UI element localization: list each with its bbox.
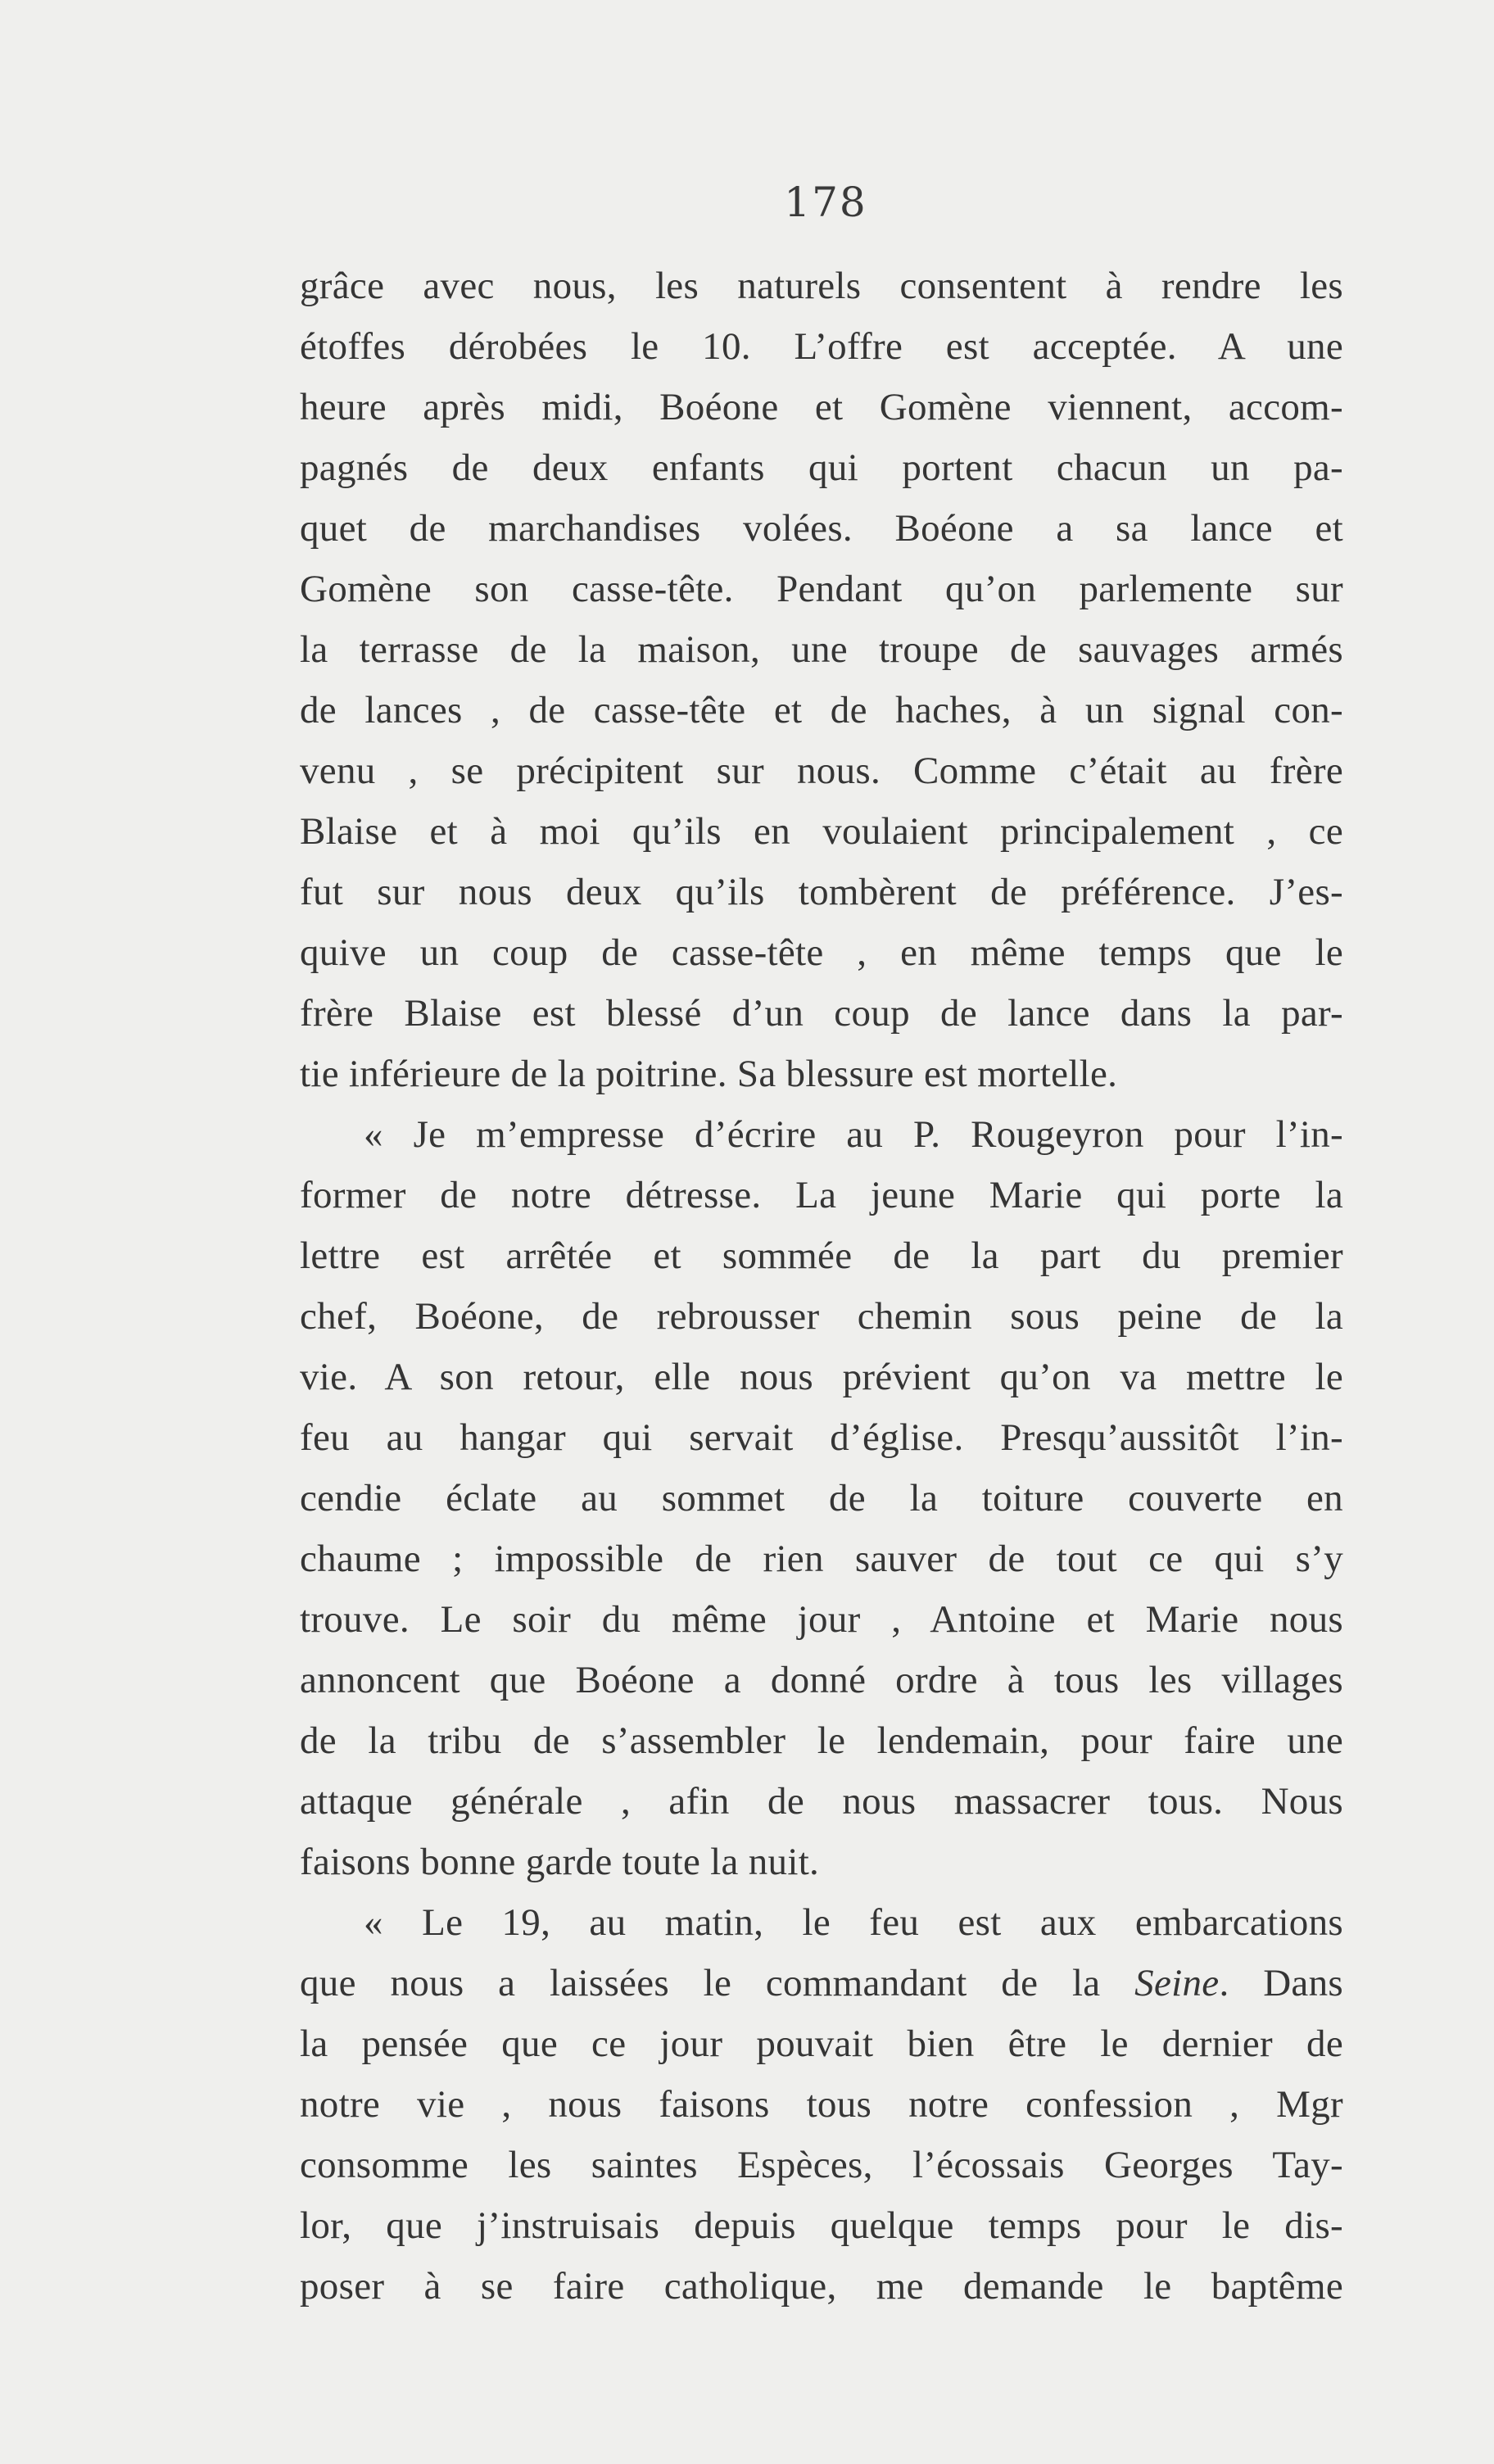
text-line: la pensée que ce jour pouvait bien être le dernier de	[300, 2022, 1343, 2065]
text-line: de la tribu de s’assembler le lendemain, pour faire une	[300, 1719, 1343, 1762]
text-line: notre vie , nous faisons tous notre confession , Mgr	[300, 2083, 1343, 2126]
text-line: cendie éclate au sommet de la toiture couverte en	[300, 1477, 1343, 1520]
text-line: de lances , de casse-tête et de haches, à un signal con-	[300, 689, 1343, 732]
paragraph-first-line: « Je m’empresse d’écrire au P. Rougeyron pour l’in-	[364, 1113, 1343, 1156]
text-line: tie inférieure de la poitrine. Sa blessure est mortelle.	[300, 1053, 1118, 1095]
text-line: chaume ; impossible de rien sauver de tout ce qui s’y	[300, 1538, 1343, 1580]
text-line: pagnés de deux enfants qui portent chacun un pa-	[300, 446, 1343, 489]
text-line: heure après midi, Boéone et Gomène viennent, accom-	[300, 386, 1343, 428]
text-line: venu , se précipitent sur nous. Comme c’était au frère	[300, 750, 1343, 792]
text-line: lettre est arrêtée et sommée de la part du premier	[300, 1234, 1343, 1277]
text-line: quive un coup de casse-tête , en même temps que le	[300, 931, 1343, 974]
text-line: Blaise et à moi qu’ils en voulaient principalement , ce	[300, 810, 1343, 853]
text-line: faisons bonne garde toute la nuit.	[300, 1841, 820, 1883]
text-line: quet de marchandises volées. Boéone a sa lance et	[300, 507, 1343, 550]
text-line: consomme les saintes Espèces, l’écossais Georges Tay-	[300, 2144, 1343, 2186]
text-line: chef, Boéone, de rebrousser chemin sous peine de la	[300, 1295, 1343, 1338]
ship-name-italic: Seine	[1134, 1962, 1220, 2004]
body-text	[300, 256, 1343, 2317]
text-line: former de notre détresse. La jeune Marie qui porte la	[300, 1174, 1343, 1216]
page-number: 178	[784, 179, 867, 226]
text-line: la terrasse de la maison, une troupe de sauvages armés	[300, 628, 1343, 671]
text-line: annoncent que Boéone a donné ordre à tous les villages	[300, 1659, 1343, 1701]
text-line: feu au hangar qui servait d’église. Presqu’aussitôt l’in-	[300, 1416, 1343, 1459]
text-line: étoffes dérobées le 10. L’offre est acceptée. A une	[300, 325, 1343, 368]
text-line: fut sur nous deux qu’ils tombèrent de préférence. J’es-	[300, 871, 1343, 913]
text-line: frère Blaise est blessé d’un coup de lance dans la par-	[300, 992, 1343, 1035]
text-line: attaque générale , afin de nous massacrer tous. Nous	[300, 1780, 1343, 1823]
paragraph-first-line: « Le 19, au matin, le feu est aux embarcations	[364, 1901, 1343, 1944]
text-line: Gomène son casse-tête. Pendant qu’on parlemente sur	[300, 568, 1343, 610]
text-line: trouve. Le soir du même jour , Antoine et Marie nous	[300, 1598, 1343, 1641]
text-line: grâce avec nous, les naturels consentent à rendre les	[300, 265, 1343, 307]
text-line: que nous a laissées le commandant de la Seine. Dans	[300, 1962, 1343, 2004]
text-line: vie. A son retour, elle nous prévient qu’on va mettre le	[300, 1356, 1343, 1398]
text-line: poser à se faire catholique, me demande le baptême	[300, 2265, 1343, 2308]
text-line: lor, que j’instruisais depuis quelque temps pour le dis-	[300, 2204, 1343, 2247]
